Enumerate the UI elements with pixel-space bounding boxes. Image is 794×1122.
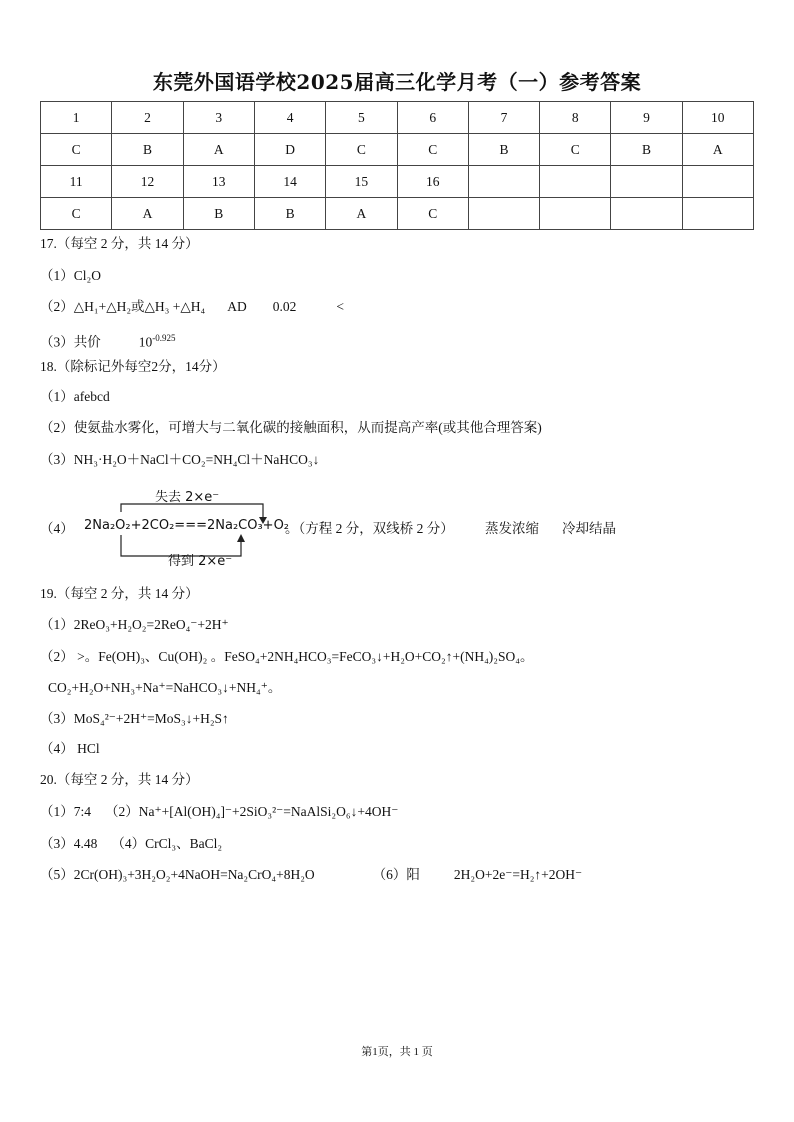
table-cell: A xyxy=(112,198,183,230)
page-footer: 第1页，共 1 页 xyxy=(361,1046,433,1058)
q20-header: 20.（每空 2 分，共 14 分） xyxy=(40,772,199,787)
q20-row1 xyxy=(40,803,398,821)
q17-p3-exp: -0.925 xyxy=(152,333,176,343)
q17-part1 xyxy=(40,267,101,285)
table-cell: C xyxy=(326,134,397,166)
q20-row3 xyxy=(40,866,582,884)
table-cell: 2 xyxy=(112,102,183,134)
table-cell xyxy=(540,166,611,198)
table-cell: B xyxy=(254,198,325,230)
table-cell: A xyxy=(183,134,254,166)
q18-part1: （1）afebcd xyxy=(40,389,110,404)
table-cell: 15 xyxy=(326,166,397,198)
table-cell: 5 xyxy=(326,102,397,134)
q17-p2-b: AD xyxy=(227,299,247,314)
question-number-row xyxy=(41,166,754,198)
answer-row xyxy=(41,134,754,166)
q19-header: 19.（每空 2 分，共 14 分） xyxy=(40,586,199,601)
table-cell: 10 xyxy=(682,102,753,134)
q17-p1-answer: Cl₂O xyxy=(73,268,101,283)
q18-header: 18.（除标记外每空2分，14分） xyxy=(40,359,226,374)
table-cell: A xyxy=(326,198,397,230)
table-cell xyxy=(682,198,753,230)
table-cell: 11 xyxy=(41,166,112,198)
q18-part4 xyxy=(40,484,740,574)
q18-p4-note: 。（方程 2 分，双线桥 2 分） xyxy=(285,521,454,536)
table-cell: 6 xyxy=(397,102,468,134)
table-cell: 7 xyxy=(468,102,539,134)
q18-p4-label: （4） xyxy=(40,521,74,536)
q18-p4-ans2: 冷却结晶 xyxy=(562,521,616,536)
table-cell xyxy=(468,198,539,230)
table-cell: B xyxy=(611,134,682,166)
q17-header: 17.（每空 2 分，共 14 分） xyxy=(40,236,199,251)
table-cell: C xyxy=(397,134,468,166)
table-cell: 13 xyxy=(183,166,254,198)
q20-p1: （1）7:4 xyxy=(40,804,92,819)
q17-p3-b: 10 xyxy=(138,334,153,350)
table-cell: 3 xyxy=(183,102,254,134)
table-cell: 14 xyxy=(254,166,325,198)
table-cell: C xyxy=(41,198,112,230)
lose-electrons-label: 失去 2×e⁻ xyxy=(155,490,220,505)
table-cell: A xyxy=(682,134,753,166)
q17-p3-a: 共价 xyxy=(73,334,101,350)
table-cell: 1 xyxy=(41,102,112,134)
q19-part1: （1）2ReO₃+H₂O₂=2ReO₄⁻+2H⁺ xyxy=(40,617,229,632)
q18-p4-ans1: 蒸发浓缩 xyxy=(485,521,539,536)
q20-p3: （3）4.48 xyxy=(40,836,98,851)
q18-p4-equation: 2Na₂O₂+2CO₂===2Na₂CO₃+O₂ xyxy=(84,518,290,533)
q17-p2-c: 0.02 xyxy=(272,299,297,314)
q17-p2-label: （2） xyxy=(40,299,74,314)
q19-part4: （4） HCl xyxy=(40,741,100,756)
q18-part2: （2）使氨盐水雾化，可增大与二氧化碳的接触面积，从而提高产率(或其他合理答案) xyxy=(40,420,542,435)
table-cell: 12 xyxy=(112,166,183,198)
answer-table xyxy=(40,101,754,230)
table-cell xyxy=(540,198,611,230)
table-cell: 16 xyxy=(397,166,468,198)
q17-p2-d: < xyxy=(336,299,344,314)
page-title: 东莞外国语学校2025届高三化学月考（一）参考答案 xyxy=(152,70,642,94)
table-cell xyxy=(611,166,682,198)
table-cell: B xyxy=(112,134,183,166)
table-cell: B xyxy=(183,198,254,230)
q19-part2: （2） >。Fe(OH)₃、Cu(OH)₂ 。FeSO₄+2NH₄HCO₃=FeCO₃↓+H₂O+CO₂↑+(NH₄)₂SO₄。 xyxy=(40,649,534,664)
q17-p1-label: （1） xyxy=(40,268,74,283)
q20-p6-label: （6）阳 xyxy=(372,867,420,882)
q17-part2 xyxy=(40,298,344,316)
table-cell: C xyxy=(397,198,468,230)
table-cell xyxy=(682,166,753,198)
table-cell xyxy=(468,166,539,198)
table-cell xyxy=(611,198,682,230)
table-cell: C xyxy=(540,134,611,166)
table-cell: B xyxy=(468,134,539,166)
table-cell: 4 xyxy=(254,102,325,134)
q18-part3: （3）NH₃·H₂O＋NaCl＋CO₂=NH₄Cl＋NaHCO₃↓ xyxy=(40,452,320,467)
q20-p5: （5）2Cr(OH)₃+3H₂O₂+4NaOH=Na₂CrO₄+8H₂O xyxy=(40,867,315,882)
q20-p4: （4）CrCl₃、BaCl₂ xyxy=(111,836,223,851)
table-cell: D xyxy=(254,134,325,166)
q20-p6-eq: 2H₂O+2e⁻=H₂↑+2OH⁻ xyxy=(453,867,583,882)
q20-p2: （2）Na⁺+[Al(OH)₄]⁻+2SiO₃²⁻=NaAlSi₂O₆↓+4OH⁻ xyxy=(105,804,399,819)
q19-part2b: CO₂+H₂O+NH₃+Na⁺=NaHCO₃↓+NH₄⁺。 xyxy=(48,680,282,695)
table-cell: 9 xyxy=(611,102,682,134)
q20-row2 xyxy=(40,835,222,853)
table-cell: C xyxy=(41,134,112,166)
answer-row xyxy=(41,198,754,230)
q17-part3 xyxy=(40,329,176,352)
table-cell: 8 xyxy=(540,102,611,134)
question-number-row xyxy=(41,102,754,134)
gain-electrons-label: 得到 2×e⁻ xyxy=(168,554,233,569)
q17-p3-label: （3） xyxy=(40,334,74,350)
q17-p2-a: △H₁+△H₂或△H₃ +△H₄ xyxy=(73,299,206,314)
q19-part3: （3）MoS₄²⁻+2H⁺=MoS₃↓+H₂S↑ xyxy=(40,711,229,726)
